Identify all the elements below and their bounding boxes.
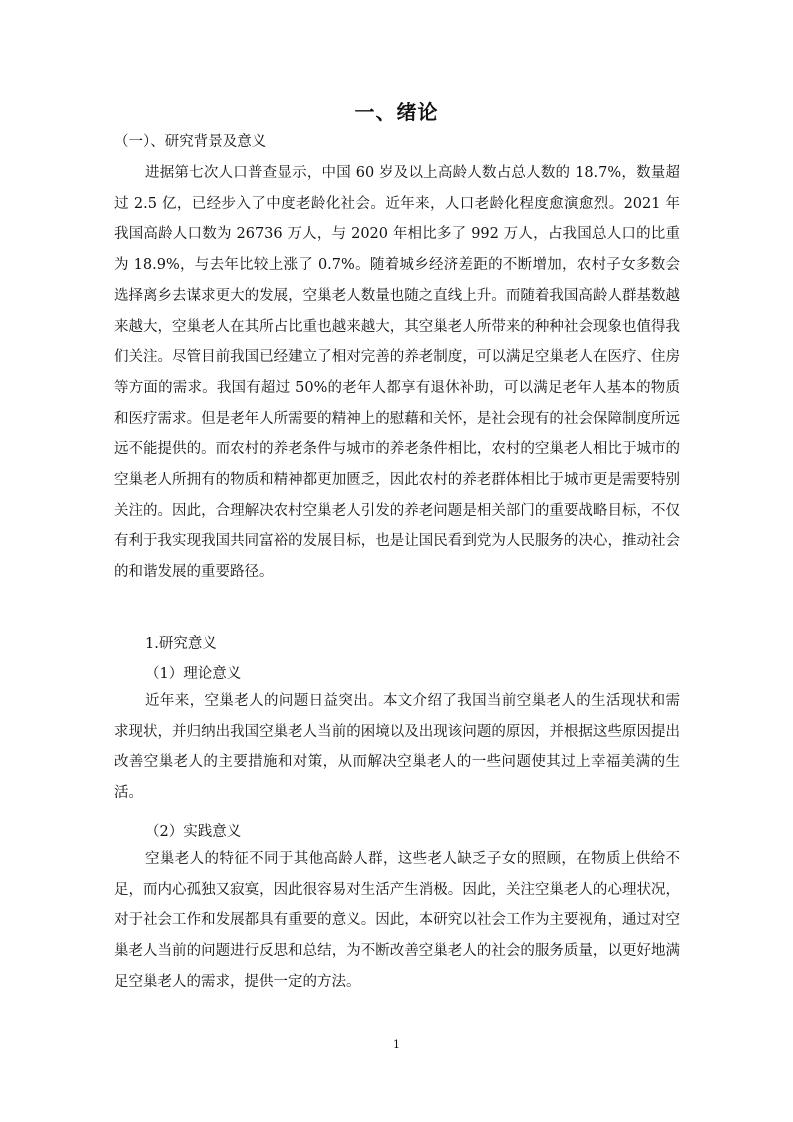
subheading-theoretical-significance: （1）理论意义 bbox=[145, 666, 242, 682]
chapter-title: 一、绪论 bbox=[354, 100, 439, 124]
subheading-practical-significance: （2）实践意义 bbox=[145, 824, 242, 840]
paragraph-background: 进据第七次人口普查显示，中国 60 岁及以上高龄人数占总人数的 18.7%，数量超过 2.5 亿，已经步入了中度老龄化社会。近年来，人口老龄化程度愈演愈烈。2021 年我国高龄人口数为 26736 万人，与 2020 年相比多了 992 万人，占我国总人口的比重为 18.9%，与去年比较上涨了 0.7%。随着城乡经济差距的不断增加，农村子女多数会选择离乡去谋求更大的发展，空巢老人数量也随之直线上升。而随着我国高龄人群基数越来越大，空巢老人在其所占比重也越来越大，其空巢老人所带来的种种社会现象也值得我们关注。尽管目前我国已经建立了相对完善的养老制度，可以满足空巢老人在医疗、住房等方面的需求。我国有超过 50%的老年人都享有退休补助，可以满足老年人基本的物质和医疗需求。但是老年人所需要的精神上的慰藉和关怀，是社会现有的社会保障制度所远远不能提供的。而农村的养老条件与城市的养老条件相比，农村的空巢老人相比于城市的空巢老人所拥有的物质和精神都更加匮乏，因此农村的养老群体相比于城市更是需要特别关注的。因此，合理解决农村空巢老人引发的养老问题是相关部门的重要战略目标，不仅有利于我实现我国共同富裕的发展目标，也是让国民看到党为人民服务的决心，推动社会的和谐发展的重要路径。 bbox=[114, 165, 680, 581]
section-heading: （一）、研究背景及意义 bbox=[114, 134, 267, 150]
paragraph-practical: 空巢老人的特征不同于其他高龄人群，这些老人缺乏子女的照顾，在物质上供给不足，而内心孤独又寂寞，因此很容易对生活产生消极。因此，关注空巢老人的心理状况，对于社会工作和发展都具有重要的意义。因此，本研究以社会工作为主要视角，通过对空巢老人当前的问题进行反思和总结，为不断改善空巢老人的社会的服务质量，以更好地满足空巢老人的需求，提供一定的方法。 bbox=[114, 851, 680, 990]
paragraph-theoretical: 近年来，空巢老人的问题日益突出。本文介绍了我国当前空巢老人的生活现状和需求现状，并归纳出我国空巢老人当前的困境以及出现该问题的原因，并根据这些原因提出改善空巢老人的主要措施和对策，从而解决空巢老人的一些问题使其过上幸福美满的生活。 bbox=[114, 693, 680, 802]
page-number: 1 bbox=[393, 1038, 400, 1051]
subheading-research-significance: 1.研究意义 bbox=[145, 636, 217, 652]
